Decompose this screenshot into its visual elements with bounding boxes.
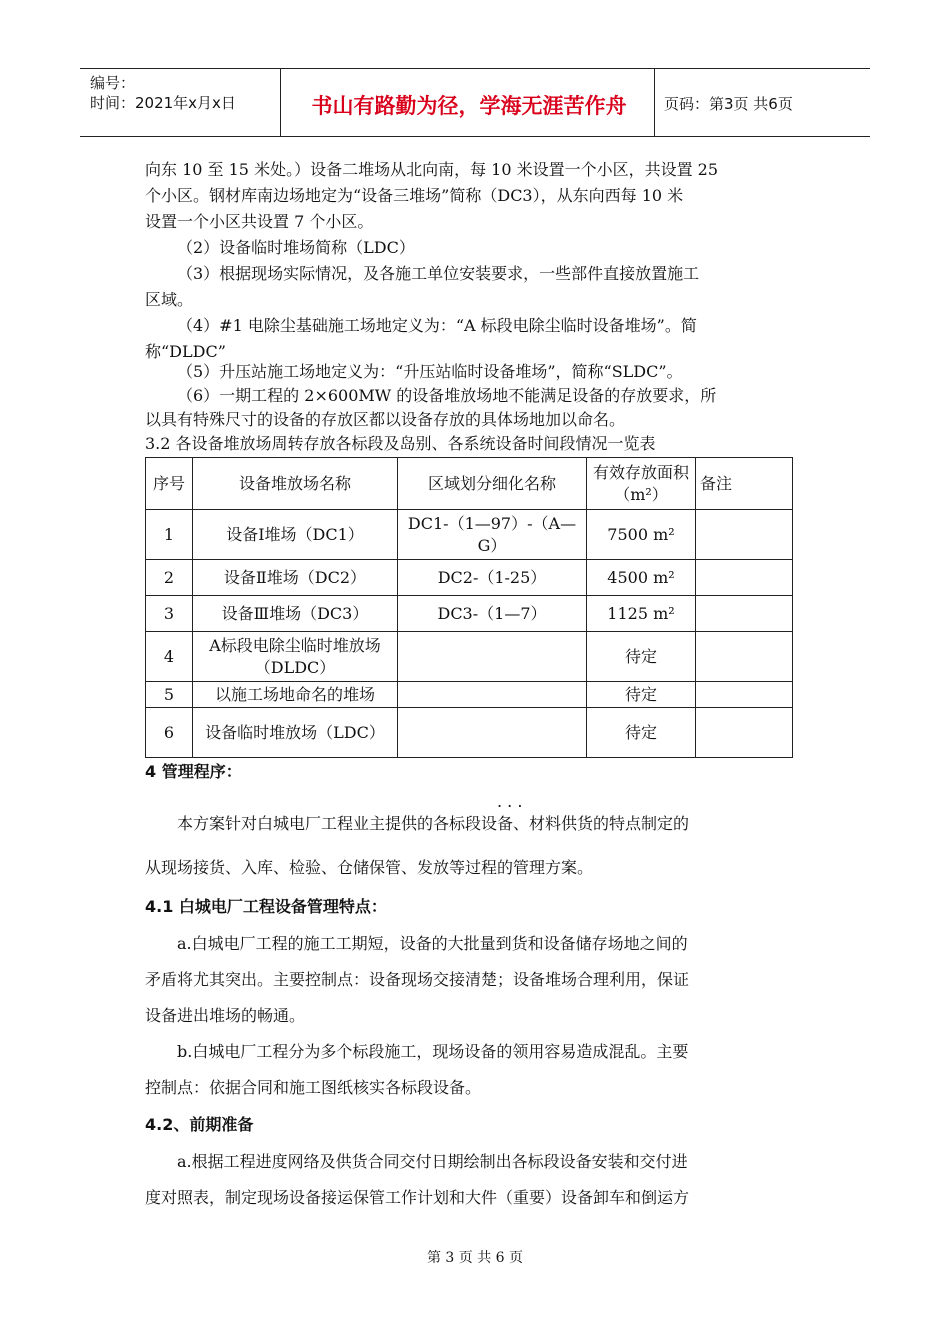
table-cell: [696, 560, 793, 596]
body-line: （3）根据现场实际情况，及各施工单位安装要求，一些部件直接放置施工: [177, 264, 700, 283]
table-header-cell: 序号: [146, 458, 193, 510]
table-header-row: [146, 458, 793, 510]
footer-page-number: 第 3 页 共 6 页: [426, 1250, 524, 1266]
table-cell: 设备Ⅱ堆场（DC2）: [193, 560, 398, 596]
table-header-cell: 区域划分细化名称: [398, 458, 587, 510]
table-cell: 2: [146, 560, 193, 596]
table-cell: 待定: [587, 708, 696, 758]
section-heading-4-1: 4.1 白城电厂工程设备管理特点：: [145, 897, 387, 916]
table-row: [146, 682, 793, 708]
paragraph-line: 矛盾将尤其突出。主要控制点：设备现场交接清楚；设备堆场合理利用，保证: [145, 970, 690, 989]
body-line: 以具有特殊尺寸的设备的存放区都以设备存放的具体场地加以命名。: [145, 410, 626, 429]
table-cell: DC2-（1-25）: [398, 560, 587, 596]
table-cell: DC3-（1—7）: [398, 596, 587, 632]
table-row: [146, 510, 793, 560]
table-header-cell: 有效存放面积（m²）: [587, 458, 696, 510]
header-motto: 书山有路勤为径，学海无涯苦作舟: [311, 94, 627, 118]
table-cell: [696, 510, 793, 560]
table-cell: [696, 596, 793, 632]
table-cell: 3: [146, 596, 193, 632]
table-row: [146, 596, 793, 632]
paragraph-line: a.白城电厂工程的施工工期短，设备的大批量到货和设备储存场地之间的: [177, 934, 688, 953]
body-line: 个小区。钢材库南边场地定为“设备三堆场”简称（DC3），从东向西每 10 米: [145, 186, 684, 205]
paragraph-line: 控制点：依据合同和施工图纸核实各标段设备。: [145, 1078, 482, 1097]
table-header-cell: 设备堆放场名称: [193, 458, 398, 510]
header-number: 编号：: [90, 74, 136, 92]
table-row: [146, 708, 793, 758]
table-cell: DC1-（1—97）-（A—G）: [398, 510, 587, 560]
body-line: （2）设备临时堆场简称（LDC）: [177, 238, 415, 257]
section-heading-3-2: 3.2 各设备堆放场周转存放各标段及岛别、各系统设备时间段情况一览表: [145, 434, 656, 453]
emphasis-dots: . . .: [497, 792, 523, 811]
body-line: （6）一期工程的 2×600MW 的设备堆放场地不能满足设备的存放要求，所: [177, 386, 717, 405]
table-cell: 设备临时堆放场（LDC）: [193, 708, 398, 758]
table-cell: [696, 682, 793, 708]
section-heading-4-2: 4.2、前期准备: [145, 1115, 254, 1134]
header-bottom-rule: [80, 136, 870, 137]
paragraph-line: a.根据工程进度网络及供货合同交付日期绘制出各标段设备安装和交付进: [177, 1152, 688, 1171]
table-cell: 5: [146, 682, 193, 708]
table-cell: 6: [146, 708, 193, 758]
body-line: 称“DLDC”: [145, 342, 226, 361]
table-row: [146, 560, 793, 596]
paragraph-line: 设备进出堆场的畅通。: [145, 1006, 306, 1025]
table-cell: 1: [146, 510, 193, 560]
table-cell: [398, 632, 587, 682]
table-cell: 7500 m²: [587, 510, 696, 560]
paragraph-line: 本方案针对白城电厂工程业主提供的各标段设备、材料供货的特点制定的: [177, 814, 690, 833]
table-cell: 4500 m²: [587, 560, 696, 596]
table-cell: 待定: [587, 682, 696, 708]
table-cell: [398, 682, 587, 708]
header-date: 时间：2021年x月x日: [90, 94, 236, 112]
body-line: （4）#1 电除尘基础施工场地定义为：“A 标段电除尘临时设备堆场”。简: [177, 316, 697, 335]
table-cell: [696, 632, 793, 682]
header-page-number: 页码：第3页 共6页: [664, 95, 793, 113]
table-cell: 设备Ⅰ堆场（DC1）: [193, 510, 398, 560]
table-cell: [696, 708, 793, 758]
header-divider-left: [280, 68, 281, 136]
table-cell: A标段电除尘临时堆放场（DLDC）: [193, 632, 398, 682]
table-cell: 设备Ⅲ堆场（DC3）: [193, 596, 398, 632]
header-divider-right: [654, 68, 655, 136]
paragraph-line: b.白城电厂工程分为多个标段施工，现场设备的领用容易造成混乱。主要: [177, 1042, 689, 1061]
section-heading-4: 4 管理程序：: [145, 762, 242, 781]
table-cell: 4: [146, 632, 193, 682]
table-row: [146, 632, 793, 682]
table-cell: 1125 m²: [587, 596, 696, 632]
body-line: 设置一个小区共设置 7 个小区。: [145, 212, 374, 231]
table-header-cell: 备注: [696, 458, 793, 510]
table-cell: [398, 708, 587, 758]
table-cell: 以施工场地命名的堆场: [193, 682, 398, 708]
body-line: 向东 10 至 15 米处。）设备二堆场从北向南，每 10 米设置一个小区，共设置 25: [145, 160, 719, 179]
paragraph-line: 从现场接货、入库、检验、仓储保管、发放等过程的管理方案。: [145, 858, 594, 877]
body-line: 区域。: [145, 290, 194, 309]
table-cell: 待定: [587, 632, 696, 682]
paragraph-line: 度对照表，制定现场设备接运保管工作计划和大件（重要）设备卸车和倒运方: [145, 1188, 690, 1207]
storage-yard-table: [145, 457, 793, 758]
body-line: （5）升压站施工场地定义为：“升压站临时设备堆场”，简称“SLDC”。: [177, 362, 683, 381]
header-top-rule: [80, 68, 870, 69]
